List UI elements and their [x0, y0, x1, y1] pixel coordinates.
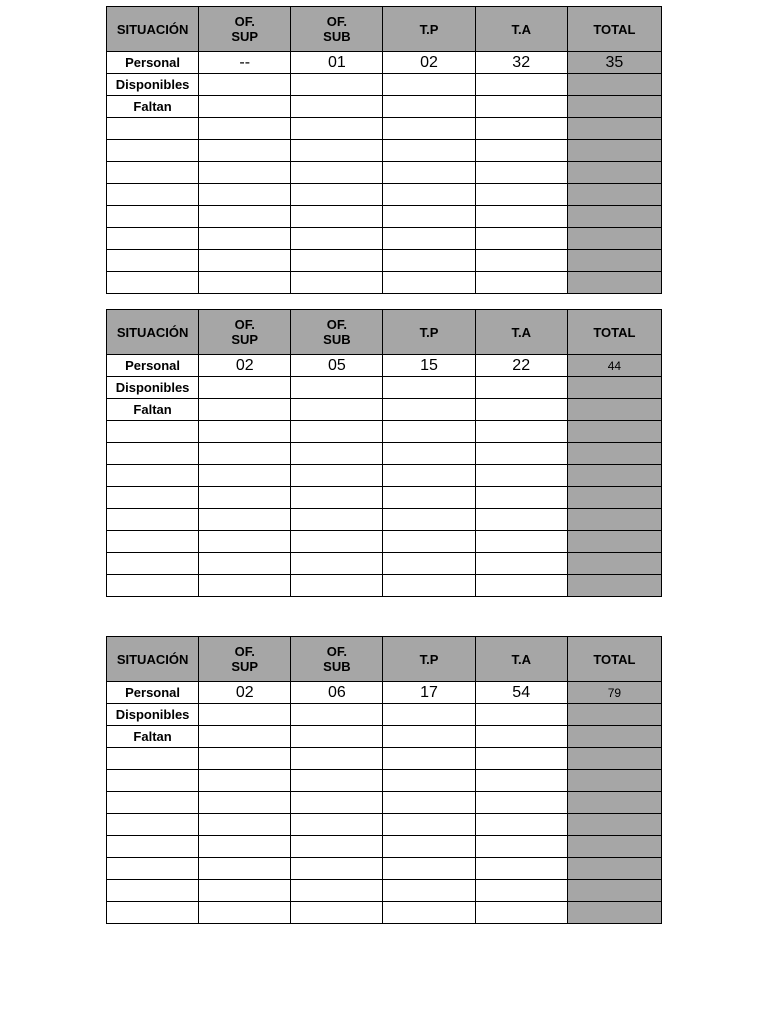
- empty-cell: [383, 748, 475, 770]
- row-disponibles: [107, 74, 662, 96]
- empty-cell: [383, 421, 475, 443]
- header-of-sup: OF. SUP: [199, 310, 291, 355]
- empty-cell: [475, 726, 567, 748]
- empty-cell: [107, 792, 199, 814]
- empty-row: [107, 531, 662, 553]
- row-faltan: [107, 96, 662, 118]
- row-label-personal: Personal: [107, 52, 199, 74]
- empty-cell: [475, 399, 567, 421]
- empty-cell: [383, 162, 475, 184]
- situation-table-1: [106, 6, 662, 294]
- empty-cell: [199, 162, 291, 184]
- empty-cell: [199, 272, 291, 294]
- empty-cell: [383, 880, 475, 902]
- empty-cell: [107, 443, 199, 465]
- empty-row: [107, 206, 662, 228]
- empty-cell: [475, 836, 567, 858]
- header-row: [107, 637, 662, 682]
- empty-row: [107, 421, 662, 443]
- empty-cell: [199, 509, 291, 531]
- empty-cell: [383, 443, 475, 465]
- empty-row: [107, 140, 662, 162]
- empty-cell: [383, 140, 475, 162]
- empty-cell: [475, 421, 567, 443]
- empty-cell: [475, 206, 567, 228]
- empty-cell: [107, 553, 199, 575]
- empty-cell: [199, 465, 291, 487]
- empty-cell: [475, 74, 567, 96]
- empty-cell: [199, 792, 291, 814]
- total-cell: [567, 770, 661, 792]
- empty-cell: [475, 748, 567, 770]
- empty-cell: [199, 228, 291, 250]
- total-cell: [567, 792, 661, 814]
- empty-cell: [199, 726, 291, 748]
- empty-cell: [475, 553, 567, 575]
- empty-cell: [199, 487, 291, 509]
- empty-cell: [291, 902, 383, 924]
- empty-cell: [199, 206, 291, 228]
- cell-of-sup: 02: [199, 355, 291, 377]
- empty-cell: [199, 531, 291, 553]
- empty-cell: [199, 250, 291, 272]
- total-cell: [567, 726, 661, 748]
- total-cell: [567, 509, 661, 531]
- empty-cell: [383, 902, 475, 924]
- total-cell: [567, 74, 661, 96]
- empty-cell: [199, 770, 291, 792]
- total-cell: [567, 118, 661, 140]
- empty-cell: [383, 531, 475, 553]
- total-cell: [567, 465, 661, 487]
- empty-cell: [475, 96, 567, 118]
- row-faltan: [107, 726, 662, 748]
- empty-cell: [383, 814, 475, 836]
- total-cell: [567, 836, 661, 858]
- empty-cell: [291, 880, 383, 902]
- empty-cell: [383, 836, 475, 858]
- empty-row: [107, 250, 662, 272]
- empty-cell: [199, 443, 291, 465]
- empty-cell: [107, 162, 199, 184]
- empty-cell: [291, 770, 383, 792]
- empty-cell: [199, 858, 291, 880]
- empty-cell: [199, 748, 291, 770]
- row-label-personal: Personal: [107, 682, 199, 704]
- total-cell: [567, 487, 661, 509]
- empty-cell: [199, 74, 291, 96]
- total-cell: [567, 880, 661, 902]
- cell-tp: 02: [383, 52, 475, 74]
- total-cell: [567, 748, 661, 770]
- empty-cell: [107, 880, 199, 902]
- total-cell: [567, 443, 661, 465]
- empty-cell: [383, 726, 475, 748]
- empty-cell: [383, 228, 475, 250]
- situation-table-3: [106, 636, 662, 924]
- empty-cell: [107, 206, 199, 228]
- empty-cell: [107, 902, 199, 924]
- cell-of-sub: 05: [291, 355, 383, 377]
- cell-of-sup: 02: [199, 682, 291, 704]
- total-cell: [567, 421, 661, 443]
- empty-cell: [199, 704, 291, 726]
- header-row: [107, 310, 662, 355]
- empty-cell: [199, 902, 291, 924]
- situation-table-2: [106, 309, 662, 597]
- empty-cell: [199, 140, 291, 162]
- empty-cell: [475, 531, 567, 553]
- empty-cell: [291, 443, 383, 465]
- empty-row: [107, 575, 662, 597]
- empty-row: [107, 553, 662, 575]
- empty-cell: [107, 228, 199, 250]
- empty-cell: [199, 421, 291, 443]
- empty-cell: [291, 553, 383, 575]
- cell-of-sub: 06: [291, 682, 383, 704]
- empty-cell: [199, 553, 291, 575]
- row-label-personal: Personal: [107, 355, 199, 377]
- total-cell: [567, 704, 661, 726]
- total-cell: [567, 250, 661, 272]
- row-personal: [107, 355, 662, 377]
- empty-cell: [475, 272, 567, 294]
- header-tp: T.P: [383, 637, 475, 682]
- header-ta: T.A: [475, 310, 567, 355]
- header-of-sub: OF. SUB: [291, 7, 383, 52]
- empty-cell: [291, 814, 383, 836]
- total-cell: [567, 399, 661, 421]
- empty-cell: [383, 553, 475, 575]
- empty-cell: [475, 880, 567, 902]
- header-tp: T.P: [383, 7, 475, 52]
- empty-cell: [383, 704, 475, 726]
- cell-tp: 15: [383, 355, 475, 377]
- empty-cell: [383, 509, 475, 531]
- total-cell: [567, 902, 661, 924]
- empty-cell: [291, 272, 383, 294]
- empty-cell: [291, 836, 383, 858]
- empty-cell: [291, 465, 383, 487]
- empty-cell: [291, 509, 383, 531]
- empty-row: [107, 272, 662, 294]
- total-cell: [567, 531, 661, 553]
- empty-cell: [383, 770, 475, 792]
- empty-cell: [107, 184, 199, 206]
- empty-cell: [475, 250, 567, 272]
- empty-cell: [291, 487, 383, 509]
- empty-cell: [383, 575, 475, 597]
- empty-row: [107, 748, 662, 770]
- empty-cell: [107, 814, 199, 836]
- empty-cell: [383, 118, 475, 140]
- total-cell: [567, 858, 661, 880]
- cell-total: 44: [567, 355, 661, 377]
- header-of-sub: OF. SUB: [291, 310, 383, 355]
- empty-cell: [291, 118, 383, 140]
- cell-of-sub: 01: [291, 52, 383, 74]
- empty-cell: [475, 704, 567, 726]
- empty-cell: [475, 487, 567, 509]
- cell-of-sup: --: [199, 52, 291, 74]
- empty-cell: [383, 487, 475, 509]
- empty-cell: [291, 206, 383, 228]
- empty-cell: [107, 531, 199, 553]
- total-cell: [567, 377, 661, 399]
- empty-row: [107, 902, 662, 924]
- empty-cell: [475, 140, 567, 162]
- empty-cell: [475, 858, 567, 880]
- empty-cell: [199, 184, 291, 206]
- empty-cell: [199, 575, 291, 597]
- empty-cell: [199, 814, 291, 836]
- header-of-sup: OF. SUP: [199, 7, 291, 52]
- total-cell: [567, 553, 661, 575]
- cell-tp: 17: [383, 682, 475, 704]
- empty-cell: [291, 575, 383, 597]
- empty-cell: [383, 250, 475, 272]
- empty-row: [107, 509, 662, 531]
- empty-cell: [291, 726, 383, 748]
- empty-cell: [383, 272, 475, 294]
- empty-cell: [475, 162, 567, 184]
- empty-row: [107, 184, 662, 206]
- empty-cell: [291, 184, 383, 206]
- empty-cell: [107, 465, 199, 487]
- empty-cell: [475, 377, 567, 399]
- empty-row: [107, 465, 662, 487]
- row-label-disponibles: Disponibles: [107, 377, 199, 399]
- empty-cell: [107, 770, 199, 792]
- header-situacion: SITUACIÓN: [107, 310, 199, 355]
- empty-cell: [291, 421, 383, 443]
- total-cell: [567, 575, 661, 597]
- empty-cell: [383, 465, 475, 487]
- empty-row: [107, 836, 662, 858]
- empty-cell: [475, 509, 567, 531]
- total-cell: [567, 96, 661, 118]
- empty-row: [107, 443, 662, 465]
- cell-ta: 54: [475, 682, 567, 704]
- header-situacion: SITUACIÓN: [107, 7, 199, 52]
- header-ta: T.A: [475, 7, 567, 52]
- empty-cell: [291, 748, 383, 770]
- empty-cell: [383, 96, 475, 118]
- header-total: TOTAL: [567, 7, 661, 52]
- total-cell: [567, 162, 661, 184]
- header-total: TOTAL: [567, 637, 661, 682]
- header-of-sub: OF. SUB: [291, 637, 383, 682]
- header-of-sup: OF. SUP: [199, 637, 291, 682]
- row-label-disponibles: Disponibles: [107, 74, 199, 96]
- empty-cell: [475, 465, 567, 487]
- empty-cell: [291, 399, 383, 421]
- empty-cell: [291, 531, 383, 553]
- total-cell: [567, 814, 661, 836]
- header-situacion: SITUACIÓN: [107, 637, 199, 682]
- empty-cell: [291, 228, 383, 250]
- empty-cell: [291, 377, 383, 399]
- empty-cell: [107, 509, 199, 531]
- empty-cell: [199, 399, 291, 421]
- empty-cell: [291, 704, 383, 726]
- empty-row: [107, 792, 662, 814]
- header-total: TOTAL: [567, 310, 661, 355]
- empty-cell: [199, 118, 291, 140]
- empty-row: [107, 118, 662, 140]
- empty-cell: [383, 74, 475, 96]
- cell-ta: 32: [475, 52, 567, 74]
- empty-cell: [199, 377, 291, 399]
- row-personal: [107, 52, 662, 74]
- empty-cell: [107, 748, 199, 770]
- empty-cell: [291, 162, 383, 184]
- empty-cell: [383, 184, 475, 206]
- empty-cell: [107, 575, 199, 597]
- empty-cell: [107, 836, 199, 858]
- row-disponibles: [107, 704, 662, 726]
- row-label-faltan: Faltan: [107, 399, 199, 421]
- empty-cell: [107, 858, 199, 880]
- cell-ta: 22: [475, 355, 567, 377]
- empty-cell: [199, 880, 291, 902]
- empty-cell: [383, 399, 475, 421]
- row-label-faltan: Faltan: [107, 96, 199, 118]
- row-personal: [107, 682, 662, 704]
- empty-cell: [107, 250, 199, 272]
- empty-cell: [291, 74, 383, 96]
- empty-cell: [383, 206, 475, 228]
- empty-cell: [383, 858, 475, 880]
- total-cell: [567, 140, 661, 162]
- empty-cell: [475, 770, 567, 792]
- row-faltan: [107, 399, 662, 421]
- cell-total: 79: [567, 682, 661, 704]
- empty-cell: [107, 140, 199, 162]
- empty-cell: [383, 792, 475, 814]
- empty-row: [107, 814, 662, 836]
- empty-cell: [475, 184, 567, 206]
- empty-cell: [291, 140, 383, 162]
- empty-cell: [475, 792, 567, 814]
- empty-row: [107, 487, 662, 509]
- empty-cell: [475, 118, 567, 140]
- header-row: [107, 7, 662, 52]
- empty-cell: [475, 814, 567, 836]
- empty-row: [107, 880, 662, 902]
- row-disponibles: [107, 377, 662, 399]
- empty-cell: [107, 487, 199, 509]
- header-ta: T.A: [475, 637, 567, 682]
- empty-cell: [199, 96, 291, 118]
- empty-cell: [475, 902, 567, 924]
- empty-cell: [291, 96, 383, 118]
- row-label-disponibles: Disponibles: [107, 704, 199, 726]
- total-cell: [567, 228, 661, 250]
- total-cell: [567, 206, 661, 228]
- empty-cell: [475, 228, 567, 250]
- total-cell: [567, 184, 661, 206]
- empty-cell: [383, 377, 475, 399]
- empty-row: [107, 770, 662, 792]
- empty-cell: [291, 792, 383, 814]
- empty-cell: [199, 836, 291, 858]
- empty-cell: [107, 272, 199, 294]
- header-tp: T.P: [383, 310, 475, 355]
- empty-row: [107, 858, 662, 880]
- empty-cell: [291, 250, 383, 272]
- cell-total: 35: [567, 52, 661, 74]
- empty-cell: [475, 575, 567, 597]
- empty-cell: [291, 858, 383, 880]
- empty-cell: [107, 421, 199, 443]
- empty-row: [107, 228, 662, 250]
- total-cell: [567, 272, 661, 294]
- empty-cell: [107, 118, 199, 140]
- empty-row: [107, 162, 662, 184]
- empty-cell: [475, 443, 567, 465]
- row-label-faltan: Faltan: [107, 726, 199, 748]
